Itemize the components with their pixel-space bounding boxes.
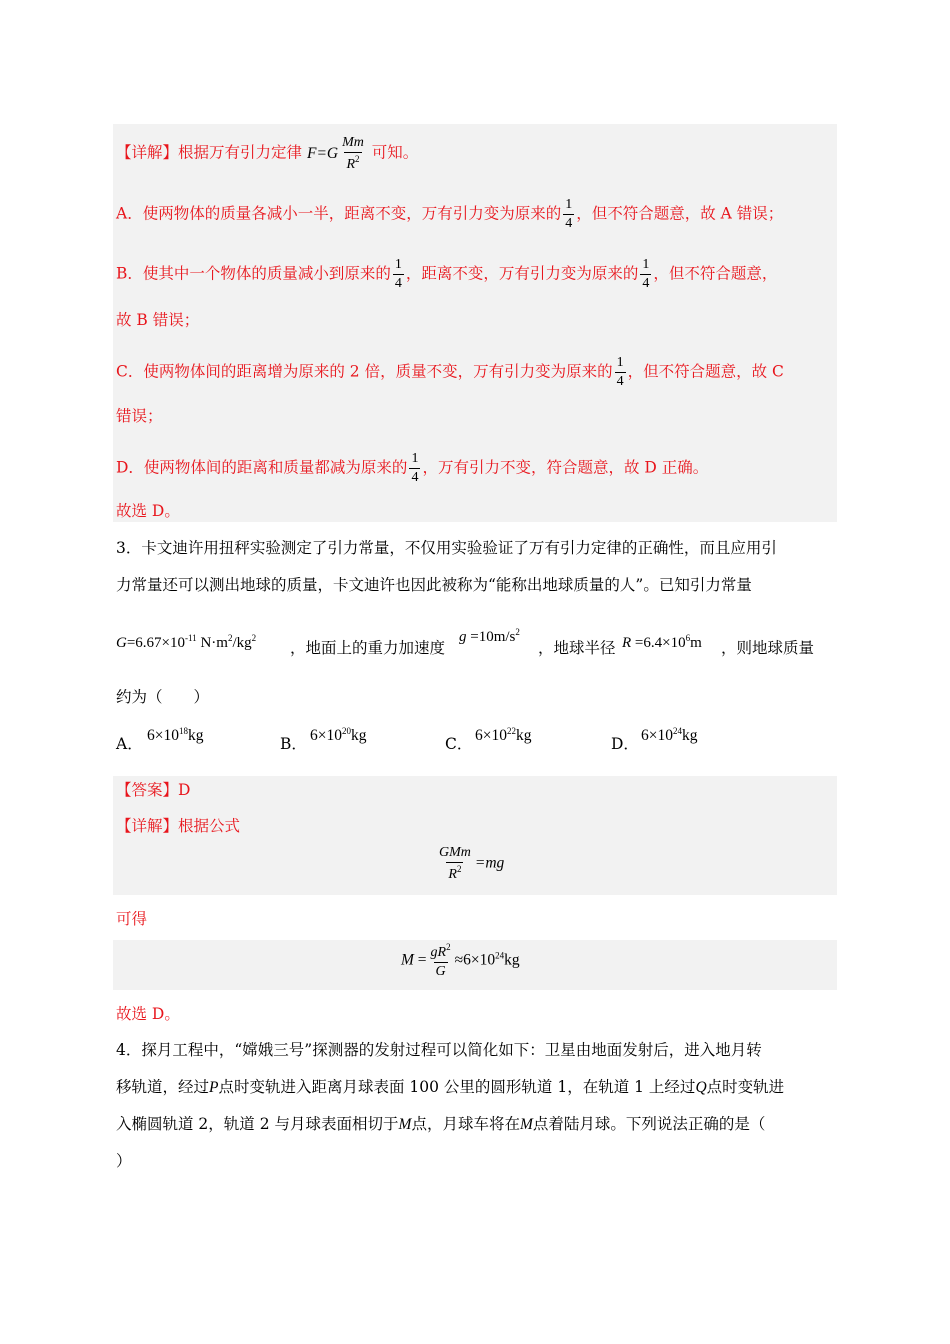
- q3-line-1: 3．卡文迪许用扭秤实验测定了引力常量，不仅用实验验证了万有引力定律的正确性，而且应用引: [116, 539, 777, 557]
- option-b-explanation: B．使其中一个物体的质量减小到原来的 $\frac{1}{4}$ ，距离不变，万有引力变为原来的 $\frac{1}{4}$ ，但不符合题意，: [116, 257, 778, 291]
- q3-option-c-value: $6\times 10^{22}kg$: [475, 726, 532, 744]
- earth-radius: $R =6.4\times 10^6m$: [622, 633, 702, 651]
- q3-line-3-text-gravity: ，地面上的重力加速度: [290, 639, 446, 657]
- q3-line-4: 约为（ ）: [116, 688, 210, 706]
- gravity-formula: F=G $\frac{Mm}{R^2}$: [306, 135, 364, 172]
- q3-line-2: 力常量还可以测出地球的质量，卡文迪许也因此被称为“能称出地球质量的人”。已知引力常量: [116, 576, 752, 594]
- equation-gravity-equals-weight: $\frac{\text{GMm}}{R^2}$ =mg: [439, 845, 505, 882]
- q4-line-2: 移轨道，经过P点时变轨进入距离月球表面 100 公里的圆形轨道 1，在轨道 1 上经过Q点时变轨进: [116, 1078, 785, 1096]
- q3-option-b-value: $6\times 10^{20}kg$: [310, 726, 367, 744]
- q3-line-3: [116, 628, 256, 653]
- option-a-explanation: A．使两物体的质量各减小一半，距离不变，万有引力变为原来的 $\frac{1}{4}$ ，但不符合题意，故 A 错误；: [116, 197, 784, 231]
- option-c-continued: 错误；: [116, 407, 163, 425]
- can-get: 可得: [116, 910, 148, 928]
- q3-detail: 【详解】根据公式: [116, 817, 241, 835]
- q3-option-d-value: $6\times 10^{24}kg$: [641, 726, 698, 744]
- q3-conclusion: 故选 D。: [116, 1005, 180, 1023]
- q3-option-c[interactable]: C．: [445, 735, 473, 753]
- q4-line-3: 入椭圆轨道 2，轨道 2 与月球表面相切于M点，月球车将在M点着陆月球。下列说法正确的是（: [116, 1115, 766, 1133]
- q3-option-a[interactable]: A．: [116, 735, 143, 753]
- q4-line-1: 4．探月工程中，“嫦娥三号”探测器的发射过程可以简化如下：卫星由地面发射后，进入地月转: [116, 1041, 762, 1059]
- q3-line-3-text-radius: ，地球半径: [538, 639, 616, 657]
- answer-label: 【答案】: [116, 781, 179, 799]
- q3-option-a-value: $6\times 10^{18}kg$: [147, 726, 204, 744]
- q4-line-4: ）: [116, 1152, 132, 1170]
- equation-earth-mass: M = $\frac{gR^2}{G}$ $\approx 6\times 10^{24}kg$: [401, 942, 520, 979]
- q3-answer: [116, 780, 190, 800]
- option-b-continued: 故 B 错误；: [116, 311, 200, 329]
- q3-option-d[interactable]: D．: [611, 735, 639, 753]
- detail-label: 【详解】: [116, 817, 179, 835]
- q3-option-b[interactable]: B．: [280, 735, 307, 753]
- q3-line-3-text-mass: ，则地球质量: [721, 639, 815, 657]
- answer-value: D: [178, 781, 191, 799]
- prev-conclusion: 故选 D。: [116, 502, 180, 520]
- option-d-explanation: D．使两物体间的距离和质量都减为原来的 $\frac{1}{4}$ ，万有引力不变，符合题意，故 D 正确。: [116, 451, 709, 485]
- gravity-acceleration: $g =10m/s^2$: [459, 627, 520, 645]
- detail-label: 【详解】: [116, 143, 179, 162]
- gravitational-constant: $G=6.67\times 10^{-11}$ $N\cdot m^2/kg^2$: [116, 633, 257, 651]
- detail-line: 【详解】根据万有引力定律 F=G $\frac{Mm}{R^2}$ 可知。: [116, 135, 419, 172]
- option-c-explanation: C．使两物体间的距离增为原来的 2 倍，质量不变，万有引力变为原来的 $\frac{1}{4}$ ，但不符合题意，故 C: [116, 355, 784, 389]
